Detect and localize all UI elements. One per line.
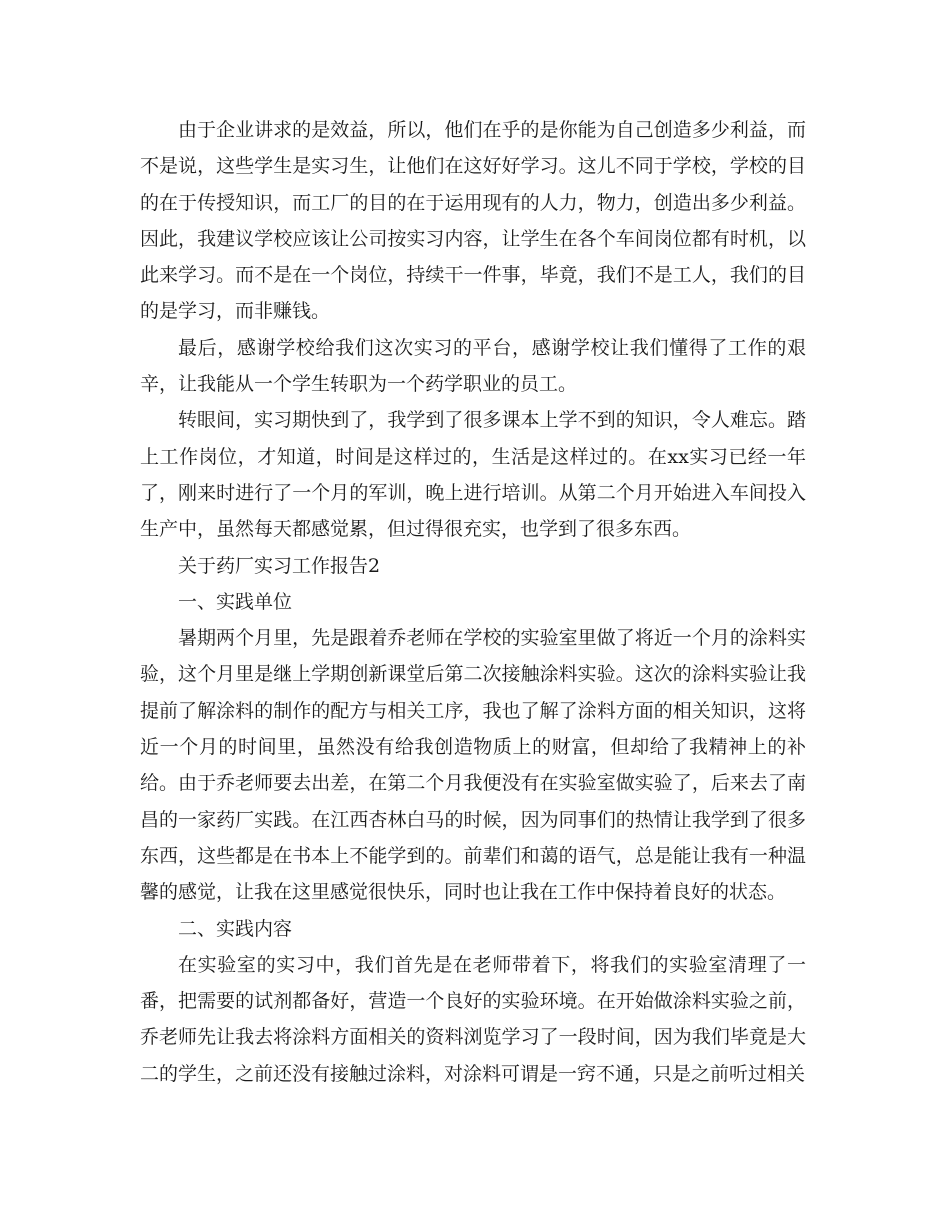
paragraph: 在实验室的实习中，我们首先是在老师带着下，将我们的实验室清理了一番，把需要的试剂都备好，营造一个良好的实验环境。在开始做涂料实验之前，乔老师先让我去将涂料方面相关的资料浏览学习了一段时间，因为我们毕竟是大二的学生，之前还没有接触过涂料，对涂料可谓是一窍不通，只是之前听过相关	[140, 953, 806, 1085]
document-body	[140, 112, 806, 1092]
report-title: 关于药厂实习工作报告2	[178, 554, 381, 577]
paragraph: 转眼间，实习期快到了，我学到了很多课本上学不到的知识，令人难忘。踏上工作岗位，才知道，时间是这样过的，生活是这样过的。在xx实习已经一年了，刚来时进行了一个月的军训，晚上进行培训。从第二个月开始进入车间投入生产中，虽然每天都感觉累，但过得很充实，也学到了很多东西。	[140, 409, 806, 541]
section-heading: 二、实践内容	[178, 917, 293, 940]
paragraph: 最后，感谢学校给我们这次实习的平台，感谢学校让我们懂得了工作的艰辛，让我能从一个学生转职为一个药学职业的员工。	[140, 336, 806, 396]
section-heading: 一、实践单位	[178, 590, 293, 613]
paragraph: 由于企业讲求的是效益，所以，他们在乎的是你能为自己创造多少利益，而不是说，这些学生是实习生，让他们在这好好学习。这儿不同于学校，学校的目的在于传授知识，而工厂的目的在于运用现有的人力，物力，创造出多少利益。因此，我建议学校应该让公司按实习内容，让学生在各个车间岗位都有时机，以此来学习。而不是在一个岗位，持续干一件事，毕竟，我们不是工人，我们的目的是学习，而非赚钱。	[140, 119, 806, 323]
paragraph: 暑期两个月里，先是跟着乔老师在学校的实验室里做了将近一个月的涂料实验，这个月里是继上学期创新课堂后第二次接触涂料实验。这次的涂料实验让我提前了解涂料的制作的配方与相关工序，我也了解了涂料方面的相关知识，这将近一个月的时间里，虽然没有给我创造物质上的财富，但却给了我精神上的补给。由于乔老师要去出差，在第二个月我便没有在实验室做实验了，后来去了南昌的一家药厂实践。在江西杏林白马的时候，因为同事们的热情让我学到了很多东西，这些都是在书本上不能学到的。前辈们和蔼的语气，总是能让我有一种温馨的感觉，让我在这里感觉很快乐，同时也让我在工作中保持着良好的状态。	[140, 627, 806, 904]
